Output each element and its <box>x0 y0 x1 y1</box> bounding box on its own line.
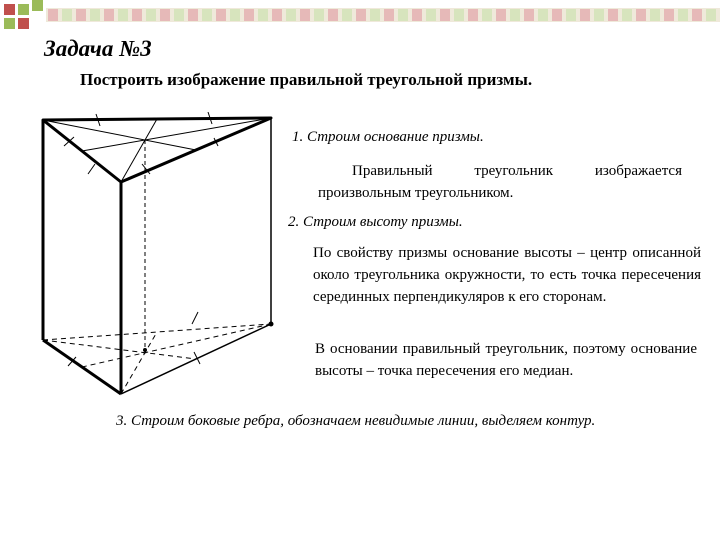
step-2-heading: 2. Строим высоту призмы. <box>288 214 463 230</box>
step-3-heading: 3. Строим боковые ребра, обозначаем невидимые линии, выделяем контур. <box>116 413 596 429</box>
top-median-3 <box>121 119 157 182</box>
decorative-header-squares <box>0 0 720 30</box>
top-base-triangle <box>43 118 271 182</box>
step-1-text: Правильный треугольник изображается произвольным треугольником. <box>318 163 682 201</box>
bottom-median-2 <box>82 324 271 367</box>
bottom-vertex-point <box>269 322 274 327</box>
step-1-heading: 1. Строим основание призмы. <box>292 129 484 145</box>
bottom-median-3 <box>121 332 157 394</box>
center-point <box>143 348 147 352</box>
task-title: Задача №3 <box>44 36 152 61</box>
note-text: В основании правильный треугольник, поэтому основание высоты – точка пересечения его медиан. <box>315 341 697 379</box>
prism-drawing <box>38 112 278 402</box>
step-2-text: По свойству призмы основание высоты – центр описанной около треугольника окружности, то есть точка пересечения серединных перпендикуляров к его сторонам. <box>313 245 701 305</box>
task-statement: Построить изображение правильной треугольной призмы. <box>80 70 533 89</box>
bottom-edge-hidden <box>43 324 271 340</box>
